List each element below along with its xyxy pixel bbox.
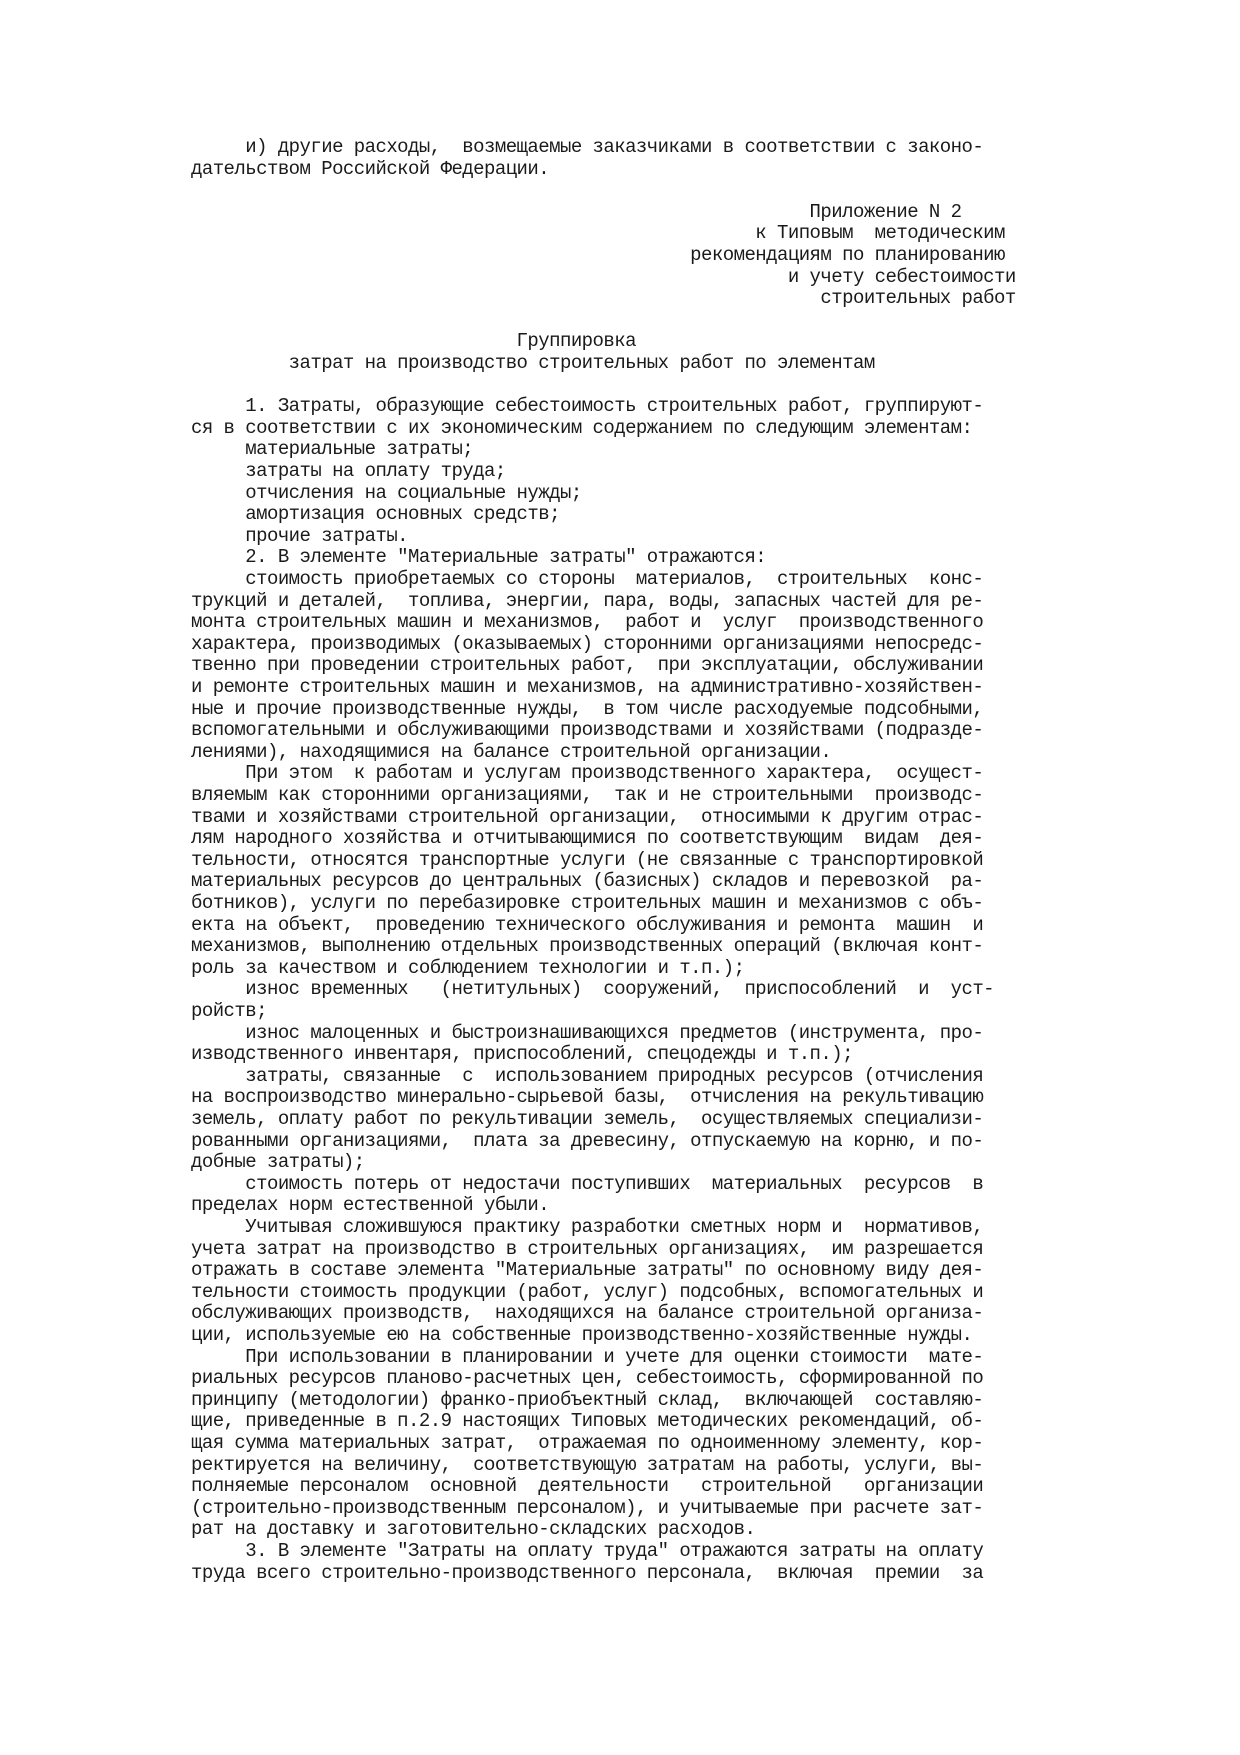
text-line: дательством Российской Федерации. [191,157,550,180]
text-line: При этом к работам и услугам производственного характера, осущест- [191,762,984,785]
text-line: прочие затраты. [191,524,409,547]
text-line: ся в соответствии с их экономическим содержанием по следующим элементам: [191,416,973,439]
text-line: рованными организациями, плата за древесину, отпускаемую на корню, и по- [191,1129,984,1152]
text-line: Учитывая сложившуюся практику разработки сметных норм и нормативов, [191,1216,984,1238]
text-line: учета затрат на производство в строительных организациях, им разрешается [191,1237,984,1260]
text-line: на воспроизводство минерально-сырьевой базы, отчисления на рекультивацию [191,1086,984,1109]
text-line: вспомогательными и обслуживающими производствами и хозяйствами (подразде- [191,719,984,742]
text-line: характера, производимых (оказываемых) сторонними организациями непосредс- [191,632,984,655]
text-line: 1. Затраты, образующие себестоимость строительных работ, группируют- [191,395,984,418]
text-line: ции, используемые ею на собственные производственно-хозяйственные нужды. [191,1324,973,1346]
text-line: затраты на оплату труда; [191,460,506,482]
text-line: принципу (методологии) франко-приобъектный склад, включающей составляю- [191,1388,984,1411]
text-line: изводственного инвентаря, приспособлений, спецодежды и т.п.); [191,1043,853,1066]
text-line: екта на объект, проведению технического обслуживания и ремонта машин и [191,913,984,936]
text-line: тельности стоимость продукции (работ, услуг) подсобных, вспомогательных и [191,1280,984,1303]
text-line: ботников), услуги по перебазировке строительных машин и механизмов с объ- [191,892,984,914]
text-line: и ремонте строительных машин и механизмов, на административно-хозяйствен- [191,676,984,698]
text-line: (строительно-производственным персоналом), и учитываемые при расчете зат- [191,1496,984,1519]
text-line: материальных ресурсов до центральных (базисных) складов и перевозкой ра- [191,870,984,893]
text-line: Группировка [191,330,636,353]
text-line: Приложение N 2 [191,200,962,223]
text-line: отчисления на социальные нужды; [191,481,582,504]
text-line: трукций и деталей, топлива, энергии, пара, воды, запасных частей для ре- [191,589,984,612]
text-line: износ временных (нетитульных) сооружений, приспособлений и уст- [191,978,995,1001]
text-line: затрат на производство строительных работ по элементам [191,352,875,374]
text-line: отражать в составе элемента "Материальные затраты" по основному виду дея- [191,1259,984,1282]
text-line: земель, оплату работ по рекультивации земель, осуществляемых специализи- [191,1108,984,1130]
text-line: лям народного хозяйства и отчитывающимися по соответствующим видам дея- [191,827,984,850]
text-line: 3. В элементе "Затраты на оплату труда" отражаются затраты на оплату [191,1540,984,1562]
text-line: вляемым как сторонними организациями, так и не строительными производс- [191,784,984,806]
text-line: щие, приведенные в п.2.9 настоящих Типовых методических рекомендаций, об- [191,1410,984,1433]
text-line: и) другие расходы, возмещаемые заказчиками в соответствии с законо- [191,136,984,158]
text-line: амортизация основных средств; [191,503,560,526]
text-line: материальные затраты; [191,438,474,461]
text-line: твенно при проведении строительных работ, при эксплуатации, обслуживании [191,654,984,677]
text-line: рат на доставку и заготовительно-складских расходов. [191,1518,756,1541]
text-line: лениями), находящимися на балансе строительной организации. [191,740,832,763]
text-line: твами и хозяйствами строительной организации, относимыми к другим отрас- [191,805,984,828]
text-line: механизмов, выполнению отдельных производственных операций (включая конт- [191,935,984,958]
text-line: роль за качеством и соблюдением технологии и т.п.); [191,956,745,979]
text-line: ройств; [191,1000,267,1022]
text-line: 2. В элементе "Материальные затраты" отражаются: [191,546,767,569]
text-line: затраты, связанные с использованием природных ресурсов (отчисления [191,1064,984,1087]
text-line: обслуживающих производств, находящихся на балансе строительной организа- [191,1302,984,1325]
text-line: риальных ресурсов планово-расчетных цен, себестоимость, сформированной по [191,1367,984,1390]
text-line: стоимость приобретаемых со стороны материалов, строительных конс- [191,568,984,590]
text-line: тельности, относятся транспортные услуги (не связанные с транспортировкой [191,848,984,871]
text-line: к Типовым методическим [191,222,1005,245]
text-line: щая сумма материальных затрат, отражаемая по одноименному элементу, кор- [191,1432,984,1454]
text-line: стоимость потерь от недостачи поступивших материальных ресурсов в [191,1172,984,1195]
text-line: рекомендациям по планированию [191,244,1005,266]
text-line: труда всего строительно-производственного персонала, включая премии за [191,1561,984,1584]
text-line: добные затраты); [191,1151,365,1174]
text-line: монта строительных машин и механизмов, работ и услуг производственного [191,611,984,634]
text-line: износ малоценных и быстроизнашивающихся предметов (инструмента, про- [191,1021,984,1044]
text-line: и учету себестоимости [191,265,1016,288]
text-line: пределах норм естественной убыли. [191,1194,550,1217]
text-line: строительных работ [191,287,1016,310]
text-line: При использовании в планировании и учете для оценки стоимости мате- [191,1345,984,1368]
text-line: ректируется на величину, соответствующую затратам на работы, услуги, вы- [191,1453,984,1476]
text-line: ные и прочие производственные нужды, в том числе расходуемые подсобными, [191,697,984,720]
text-line: полняемые персоналом основной деятельности строительной организации [191,1475,984,1498]
